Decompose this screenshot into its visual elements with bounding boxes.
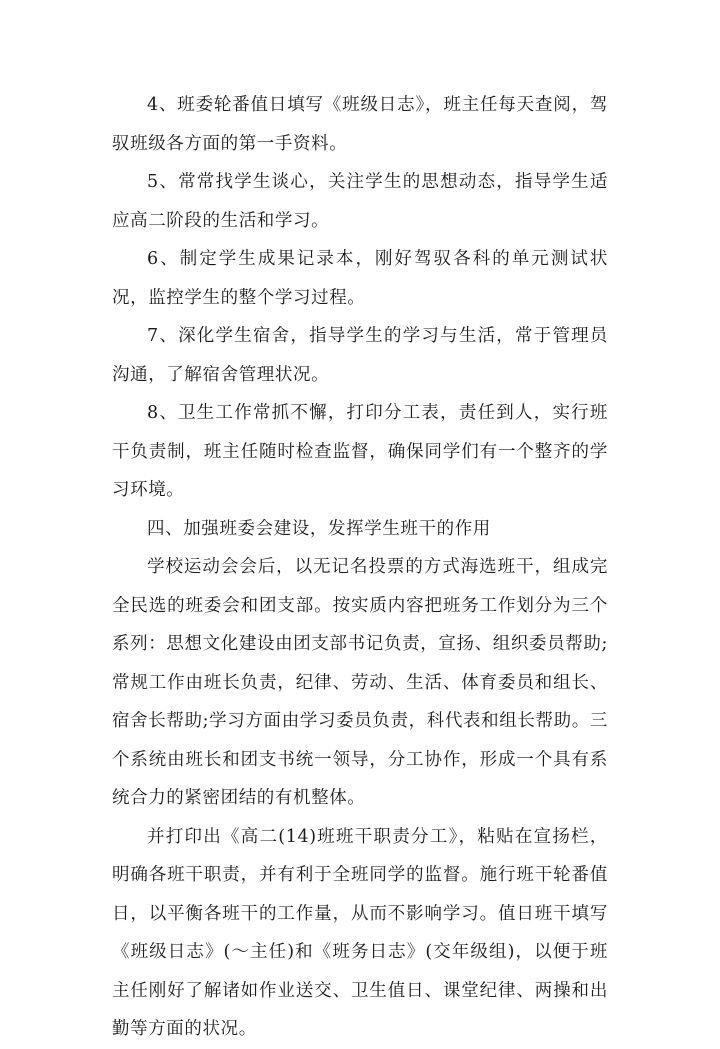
paragraph-item-6: 6、制定学生成果记录本，刚好驾驭各科的单元测试状况，监控学生的整个学习过程。	[112, 249, 608, 308]
paragraph-item-8: 8、卫生工作常抓不懈，打印分工表，责任到人，实行班干负责制，班主任随时检查监督，确保同学们有一个整齐的学习环境。	[112, 403, 608, 500]
paragraph-item-7: 7、深化学生宿舍，指导学生的学习与生活，常于管理员沟通，了解宿舍管理状况。	[112, 326, 608, 385]
section-paragraph-duties: 并打印出《高二(14)班班干职责分工》，粘贴在宣扬栏，明确各班干职责，并有利于全班同学的监督。施行班干轮番值日，以平衡各班干的工作量，从而不影响学习。值日班干填写《班级日志》(～主任)和《班务日志》(交年级组)，以便于班主任刚好了解诸如作业送交、卫生值日、课堂纪律、两操和出勤等方面的状况。	[112, 826, 608, 1039]
section-paragraph-committee: 学校运动会会后，以无记名投票的方式海选班干，组成完全民选的班委会和团支部。按实质内容把班务工作划分为三个系列：思想文化建设由团支部书记负责，宣扬、组织委员帮助;常规工作由班长负责，纪律、劳动、生活、体育委员和组长、宿舍长帮助;学习方面由学习委员负责，科代表和组长帮助。三个系统由班长和团支书统一领导，分工协作，形成一个具有系统合力的紧密团结的有机整体。	[112, 557, 608, 808]
section-heading: 四、加强班委会建设，发挥学生班干的作用	[147, 518, 491, 539]
paragraph-item-4: 4、班委轮番值日填写《班级日志》，班主任每天查阅，驾驭班级各方面的第一手资料。	[112, 95, 608, 154]
paragraph-item-5: 5、常常找学生谈心，关注学生的思想动态，指导学生适应高二阶段的生活和学习。	[112, 172, 608, 231]
